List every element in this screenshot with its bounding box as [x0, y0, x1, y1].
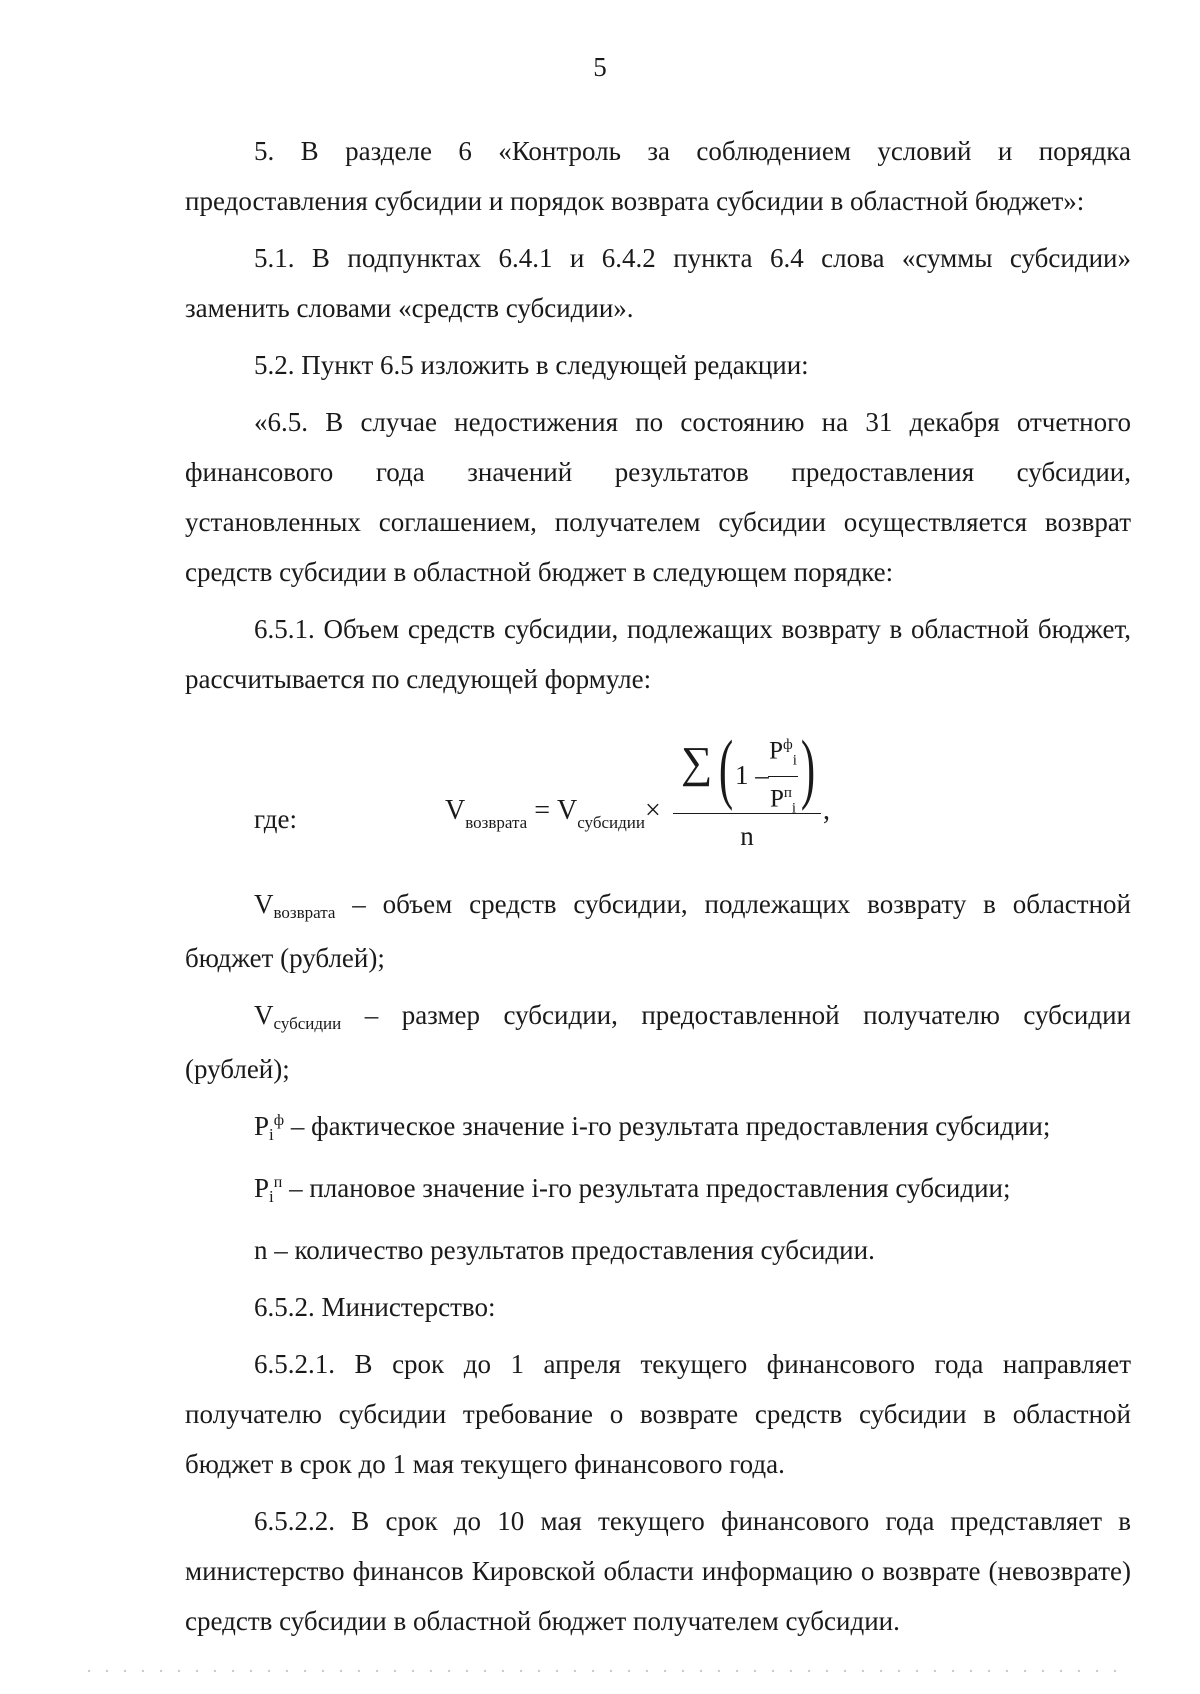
definition-p-plan: $Pi^п$ – плановое значение i-го результата предоставления субсидии; — [254, 1173, 1011, 1206]
sum-symbol: ∑ — [681, 738, 713, 787]
one-minus: 1 – — [735, 760, 769, 790]
definition-v-return: Vвозврата – объем средств субсидии, подлежащих возврату в областной бюджет (рублей); — [185, 889, 1131, 973]
paragraph-6-5-2-2: 6.5.2.2. В срок до 10 мая текущего финансового года представляет в министерство финансов Кировской области информацию о возврате (невозврате) средств субсидии в областной бюджет получателем субсидии. — [185, 1506, 1131, 1636]
paragraph-6-5-1: 6.5.1. Объем средств субсидии, подлежащих возврату в областной бюджет, рассчитывается по следующей формуле: — [185, 614, 1131, 694]
lower-text — [185, 794, 1131, 1646]
paragraph-5-1: 5.1. В подпунктах 6.4.1 и 6.4.2 пункта 6.4 слова «суммы субсидии» заменить словами «средств субсидии». — [185, 243, 1131, 323]
right-paren: ) — [800, 724, 816, 811]
paragraph-5: 5. В разделе 6 «Контроль за соблюдением условий и порядка предоставления субсидии и порядок возврата субсидии в областной бюджет»: — [185, 136, 1131, 216]
upper-text — [185, 126, 1131, 704]
left-paren: ( — [718, 724, 734, 811]
definition-n: n – количество результатов предоставления субсидии. — [254, 1235, 875, 1265]
ratio-fact-plan: $P^ф_i$ $P^п_i$ — [769, 737, 797, 817]
paragraph-6-5-2: 6.5.2. Министерство: — [254, 1292, 496, 1322]
formula-comma: , — [823, 795, 830, 826]
formula-lhs: $V_{возврата} = V_{субсидии}\times$ — [445, 795, 661, 832]
page-number: 5 — [593, 52, 607, 82]
scan-noise-dots — [80, 1668, 1120, 1674]
denominator-n: n — [740, 821, 754, 851]
paragraph-5-2: 5.2. Пункт 6.5 изложить в следующей редакции: — [254, 350, 809, 380]
paragraph-6-5: «6.5. В случае недостижения по состоянию на 31 декабря отчетного финансового года значений результатов предоставления субсидии, установленных соглашением, получателем субсидии осуществляется возврат средств субсидии в областной бюджет в следующем порядке: — [185, 407, 1131, 587]
definition-p-fact: $Pi^ф$ – фактическое значение i-го результата предоставления субсидии; — [254, 1111, 1051, 1144]
where-label: где: — [254, 804, 297, 834]
definition-v-subsidy: Vсубсидии – размер субсидии, предоставленной получателю субсидии (рублей); — [185, 1000, 1131, 1084]
paragraph-6-5-2-1: 6.5.2.1. В срок до 1 апреля текущего финансового года направляет получателю субсидии требование о возврате средств субсидии в областной бюджет в срок до 1 мая текущего финансового года. — [185, 1349, 1131, 1479]
